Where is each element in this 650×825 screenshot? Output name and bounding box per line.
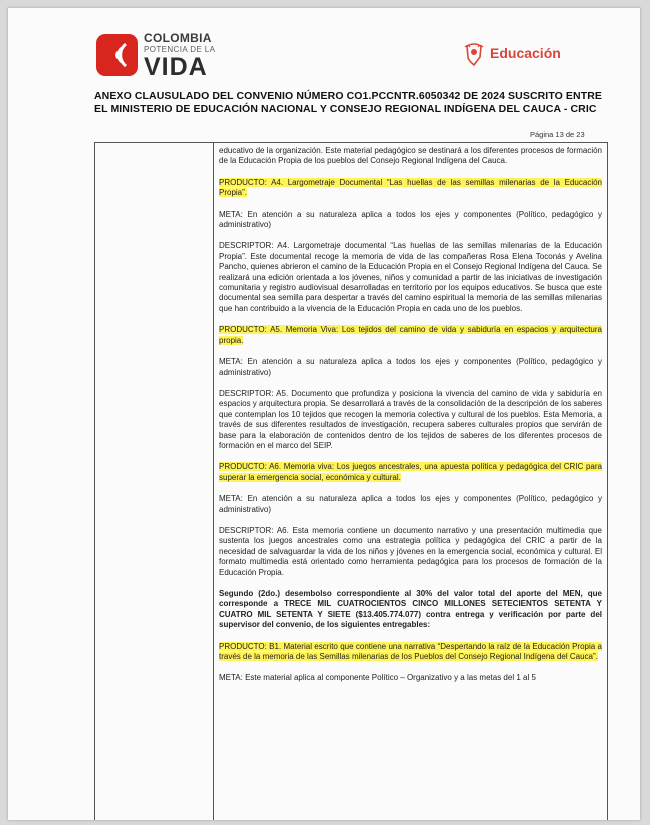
column-divider (213, 143, 214, 820)
product-a6: PRODUCTO: A6. Memoria viva: Los juegos ancestrales, una apuesta política y pedagógica del CRIC para superar la emergencia social, económica y cultural. (219, 462, 602, 482)
ministerio-educacion-logo (464, 42, 574, 70)
table-content-cell (219, 146, 602, 695)
meta-a5: META: En atención a su naturaleza aplica a todos los ejes y componentes (Político, pedagógico y administrativo) (219, 357, 602, 377)
descriptor-a5: DESCRIPTOR: A5. Documento que profundiza y posiciona la vivencia del camino de vida y sabiduría en espacios y arquitectura propia. Se desarrollará a través de la consolidación de la descripción de los saberes que contemplan los 10 tejidos que recogen la memoria colectiva y cultural de los pueblos. Esta Memoria, a través de sus diferentes resultados de investigación, recupera saberes culturales propios que servirán de base para la elaboración de contenidos dentro de los tejidos de saberes de los diferentes procesos de formación en el marco del SEIP. (219, 388, 602, 450)
ministry-label: Educación (490, 45, 561, 61)
product-b1: PRODUCTO: B1. Material escrito que contiene una narrativa “Despertando la raíz de la Educación Propia a través de la memoria de las Semillas milenarias de los Pueblos del Consejo Regional Indígena del Cauca”. (219, 641, 602, 662)
meta-a4: META: En atención a su naturaleza aplica a todos los ejes y componentes (Político, pedagógico y administrativo) (219, 209, 602, 230)
descriptor-a4: DESCRIPTOR: A4. Largometraje documental “Las huellas de las semillas milenarias de la Educación Propia”. Este documental recoge la memoria de vida de las compañeras Rosa Elena Toconás y Avelina Pancho, quienes abrieron el camino de la Educación Propia en el Consejo Regional Indígena del Cauca. Se realizará una edición orientada a los jóvenes, niños y comunidad a partir de las iniciativas de investigación comunitaria y registro audiovisual desarrolladas en territorio por los equipos educativos. Se busca que este documental sea semilla para despertar a través del camino espiritual la memoria de las semillas milenarias que han contribuido a la vivencia de la Educación Propia en cada uno de los pueblos. (219, 241, 602, 313)
coat-of-arms-icon (464, 42, 484, 66)
paragraph-intro: educativo de la organización. Este material pedagógico se destinará a los diferentes procesos de formación de la Educación Propia de los pueblos del Consejo Regional Indígena del Cauca. (219, 146, 602, 166)
second-disbursement: Segundo (2do.) desembolso correspondiente al 30% del valor total del aporte del MEN, que corresponde a TRECE MIL CUATROCIENTOS CINCO MILLONES SETECIENTOS SETENTA Y CUATRO MIL SETENTA Y SIETE ($13.405.774.077) contra entrega y verificación por parte del supervisor del convenio, de los siguientes entregables: (219, 589, 602, 630)
logo-line-vida: VIDA (144, 53, 208, 81)
page-number: Página 13 de 23 (530, 130, 585, 139)
descriptor-a6: DESCRIPTOR: A6. Esta memoria contiene un documento narrativo y una presentación multimedia que sustenta los juegos ancestrales como una estrategia política y pedagógica del CRIC a partir de la necesidad de salvaguardar la vida de los niños y jóvenes en la emergencia social, económica y cultural. El formato multimedia está orientado como herramienta pedagógica para los procesos de formación de la Educación Propia. (219, 525, 602, 577)
colombia-potencia-vida-logo (96, 32, 236, 84)
meta-a6: META: En atención a su naturaleza aplica a todos los ejes y componentes (Político, pedagógico y administrativo) (219, 494, 602, 514)
meta-b1: META: Este material aplica al componente Político – Organizativo y a las metas del 1 al 5 (219, 673, 536, 683)
logo-waves-icon (96, 34, 138, 76)
logo-line-potencia: POTENCIA DE LA (144, 45, 216, 54)
document-title: ANEXO CLAUSULADO DEL CONVENIO NÚMERO CO1.PCCNTR.6050342 DE 2024 SUSCRITO ENTRE EL MINISTERIO DE EDUCACIÓN NACIONAL Y CONSEJO REGIONAL INDÍGENA DEL CAUCA - CRIC (94, 90, 603, 115)
product-a4: PRODUCTO: A4. Largometraje Documental “Las huellas de las semillas milenarias de la Educación Propia”. (219, 177, 602, 198)
content-table (94, 142, 608, 820)
product-a5: PRODUCTO: A5. Memoria Viva: Los tejidos del camino de vida y sabiduría en espacios y arquitectura propia. (219, 325, 602, 345)
logo-line-colombia: COLOMBIA (144, 31, 212, 45)
document-page (8, 8, 640, 820)
